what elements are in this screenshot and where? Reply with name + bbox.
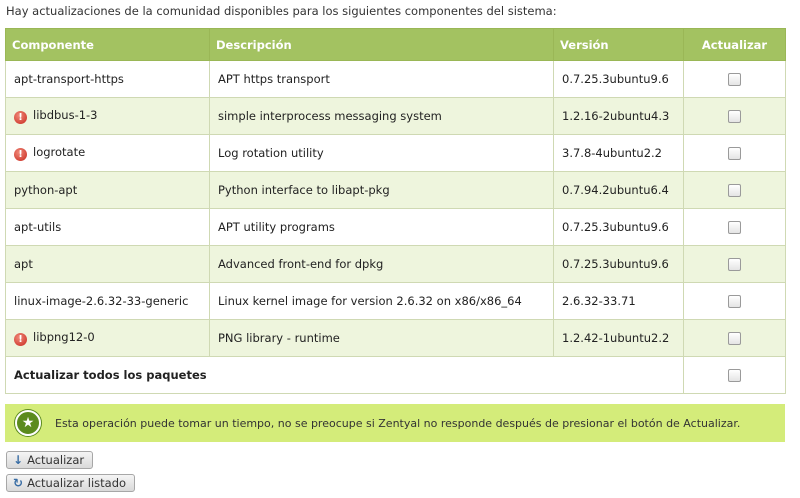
version-cell: 2.6.32-33.71 bbox=[554, 283, 684, 320]
table-row bbox=[6, 98, 786, 135]
update-cell bbox=[684, 209, 786, 246]
update-cell bbox=[684, 135, 786, 172]
component-cell bbox=[6, 283, 210, 320]
version-cell: 0.7.94.2ubuntu6.4 bbox=[554, 172, 684, 209]
description-cell: Python interface to libapt-pkg bbox=[210, 172, 554, 209]
update-checkbox[interactable] bbox=[728, 221, 741, 234]
version-cell: 0.7.25.3ubuntu9.6 bbox=[554, 209, 684, 246]
component-name: python-apt bbox=[14, 183, 78, 197]
update-all-checkbox[interactable] bbox=[728, 369, 741, 382]
packages-table bbox=[5, 28, 786, 394]
update-button[interactable] bbox=[6, 451, 93, 469]
description-cell: Advanced front-end for dpkg bbox=[210, 246, 554, 283]
info-note bbox=[5, 404, 785, 442]
version-cell: 0.7.25.3ubuntu9.6 bbox=[554, 61, 684, 98]
description-cell: Log rotation utility bbox=[210, 135, 554, 172]
table-row bbox=[6, 320, 786, 357]
component-name: apt-utils bbox=[14, 220, 62, 234]
update-checkbox[interactable] bbox=[728, 295, 741, 308]
component-name: apt bbox=[14, 257, 33, 271]
component-name: apt-transport-https bbox=[14, 72, 124, 86]
component-cell bbox=[6, 135, 210, 172]
info-note-text: Esta operación puede tomar un tiempo, no se preocupe si Zentyal no responde después de presionar el botón de Actualizar. bbox=[55, 416, 741, 430]
component-cell bbox=[6, 320, 210, 357]
component-name: logrotate bbox=[33, 145, 86, 159]
component-cell bbox=[6, 172, 210, 209]
column-header-version: Versión bbox=[554, 29, 684, 61]
version-cell: 0.7.25.3ubuntu9.6 bbox=[554, 246, 684, 283]
star-badge-icon: ★ bbox=[15, 410, 41, 436]
table-row bbox=[6, 172, 786, 209]
column-header-description: Descripción bbox=[210, 29, 554, 61]
column-header-update: Actualizar bbox=[684, 29, 786, 61]
description-cell: Linux kernel image for version 2.6.32 on x86/x86_64 bbox=[210, 283, 554, 320]
update-checkbox[interactable] bbox=[728, 110, 741, 123]
table-body bbox=[6, 61, 786, 394]
table-row bbox=[6, 61, 786, 98]
version-cell: 1.2.42-1ubuntu2.2 bbox=[554, 320, 684, 357]
update-checkbox[interactable] bbox=[728, 73, 741, 86]
arrow-down-icon: ↓ bbox=[13, 453, 24, 467]
update-cell bbox=[684, 98, 786, 135]
update-all-label: Actualizar todos los paquetes bbox=[6, 357, 684, 394]
version-cell: 1.2.16-2ubuntu4.3 bbox=[554, 98, 684, 135]
update-all-cell bbox=[684, 357, 786, 394]
update-checkbox[interactable] bbox=[728, 258, 741, 271]
description-cell: APT utility programs bbox=[210, 209, 554, 246]
update-cell bbox=[684, 61, 786, 98]
table-header-row bbox=[6, 29, 786, 61]
update-button-label: Actualizar bbox=[27, 453, 85, 467]
column-header-component: Componente bbox=[6, 29, 210, 61]
update-cell bbox=[684, 283, 786, 320]
version-cell: 3.7.8-4ubuntu2.2 bbox=[554, 135, 684, 172]
component-cell bbox=[6, 246, 210, 283]
component-name: libpng12-0 bbox=[33, 330, 95, 344]
warning-icon: ! bbox=[14, 333, 27, 346]
update-cell bbox=[684, 246, 786, 283]
update-checkbox[interactable] bbox=[728, 332, 741, 345]
refresh-icon: ↻ bbox=[13, 476, 24, 490]
refresh-list-button[interactable] bbox=[6, 474, 135, 492]
component-cell bbox=[6, 61, 210, 98]
update-checkbox[interactable] bbox=[728, 147, 741, 160]
update-all-row bbox=[6, 357, 786, 394]
table-row bbox=[6, 283, 786, 320]
update-cell bbox=[684, 320, 786, 357]
refresh-list-button-label: Actualizar listado bbox=[27, 476, 127, 490]
warning-icon: ! bbox=[14, 111, 27, 124]
description-cell: simple interprocess messaging system bbox=[210, 98, 554, 135]
table-row bbox=[6, 209, 786, 246]
update-checkbox[interactable] bbox=[728, 184, 741, 197]
description-cell: APT https transport bbox=[210, 61, 554, 98]
component-name: libdbus-1-3 bbox=[33, 108, 98, 122]
description-cell: PNG library - runtime bbox=[210, 320, 554, 357]
warning-icon: ! bbox=[14, 148, 27, 161]
update-cell bbox=[684, 172, 786, 209]
component-cell bbox=[6, 98, 210, 135]
intro-text: Hay actualizaciones de la comunidad disponibles para los siguientes componentes del sistema: bbox=[6, 4, 557, 18]
table-row bbox=[6, 135, 786, 172]
component-name: linux-image-2.6.32-33-generic bbox=[14, 294, 189, 308]
table-row bbox=[6, 246, 786, 283]
component-cell bbox=[6, 209, 210, 246]
